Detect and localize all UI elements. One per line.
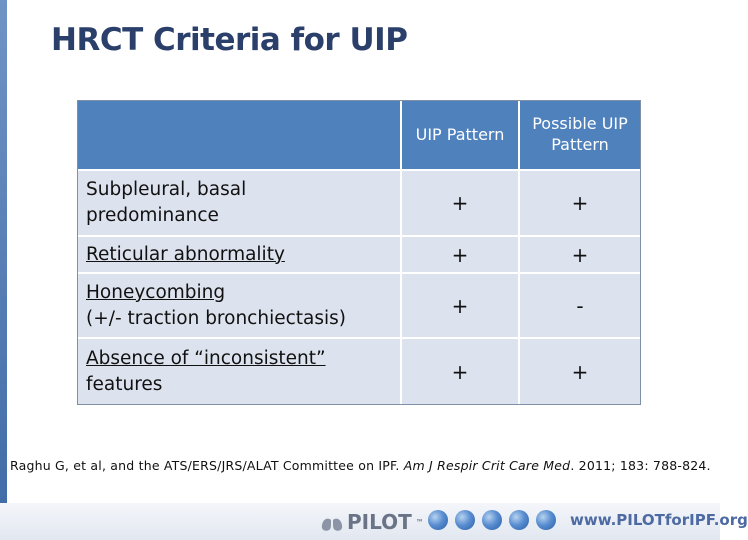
- citation-suffix: . 2011; 183: 788-824.: [570, 458, 711, 473]
- citation-prefix: Raghu G, et al, and the ATS/ERS/JRS/ALAT Committee on IPF.: [10, 458, 404, 473]
- uip-value: +: [402, 274, 520, 339]
- globe-icon: [428, 510, 448, 530]
- row-label-reticular: [78, 237, 402, 274]
- left-accent-bar: [0, 0, 7, 540]
- row-label-honeycombing: [78, 274, 402, 339]
- row-label-line: Reticular abnormality: [86, 243, 285, 265]
- logo-text: PILOT: [347, 510, 412, 534]
- row-label-line: predominance: [86, 205, 219, 226]
- table-header-uip: UIP Pattern: [402, 101, 520, 171]
- criteria-table: [77, 100, 641, 405]
- possible-uip-value: +: [520, 171, 640, 237]
- possible-uip-header-text: Possible UIP Pattern: [532, 114, 628, 154]
- table-header-possible-uip: [520, 101, 640, 171]
- possible-uip-value: -: [520, 274, 640, 339]
- globe-icon: [509, 510, 529, 530]
- row-label-subpleural: [78, 171, 402, 237]
- slide-title: HRCT Criteria for UIP: [51, 22, 408, 58]
- globe-icon: [536, 510, 556, 530]
- possible-uip-value: +: [520, 237, 640, 274]
- table-header-empty: [78, 101, 402, 171]
- globe-icons: [428, 510, 556, 530]
- row-label-line: Absence of “inconsistent”: [86, 347, 326, 369]
- globe-icon: [455, 510, 475, 530]
- row-label-line: (+/- traction bronchiectasis): [86, 307, 346, 329]
- uip-value: +: [402, 339, 520, 404]
- possible-uip-value: +: [571, 359, 589, 384]
- footer-url[interactable]: www.PILOTforIPF.org: [570, 511, 748, 529]
- pilot-logo: [320, 510, 424, 534]
- row-label-line: Honeycombing: [86, 281, 226, 303]
- citation-journal: Am J Respir Crit Care Med: [403, 458, 571, 473]
- row-label-line: Subpleural, basal: [86, 179, 247, 201]
- uip-value: +: [402, 237, 520, 274]
- globe-icon: [482, 510, 502, 530]
- citation: [10, 458, 720, 473]
- trademark-symbol: ™: [415, 517, 424, 527]
- row-label-line: features: [86, 373, 163, 395]
- uip-value: +: [402, 171, 520, 237]
- row-label-absence-inconsistent: [78, 339, 402, 404]
- lungs-icon: [320, 511, 344, 533]
